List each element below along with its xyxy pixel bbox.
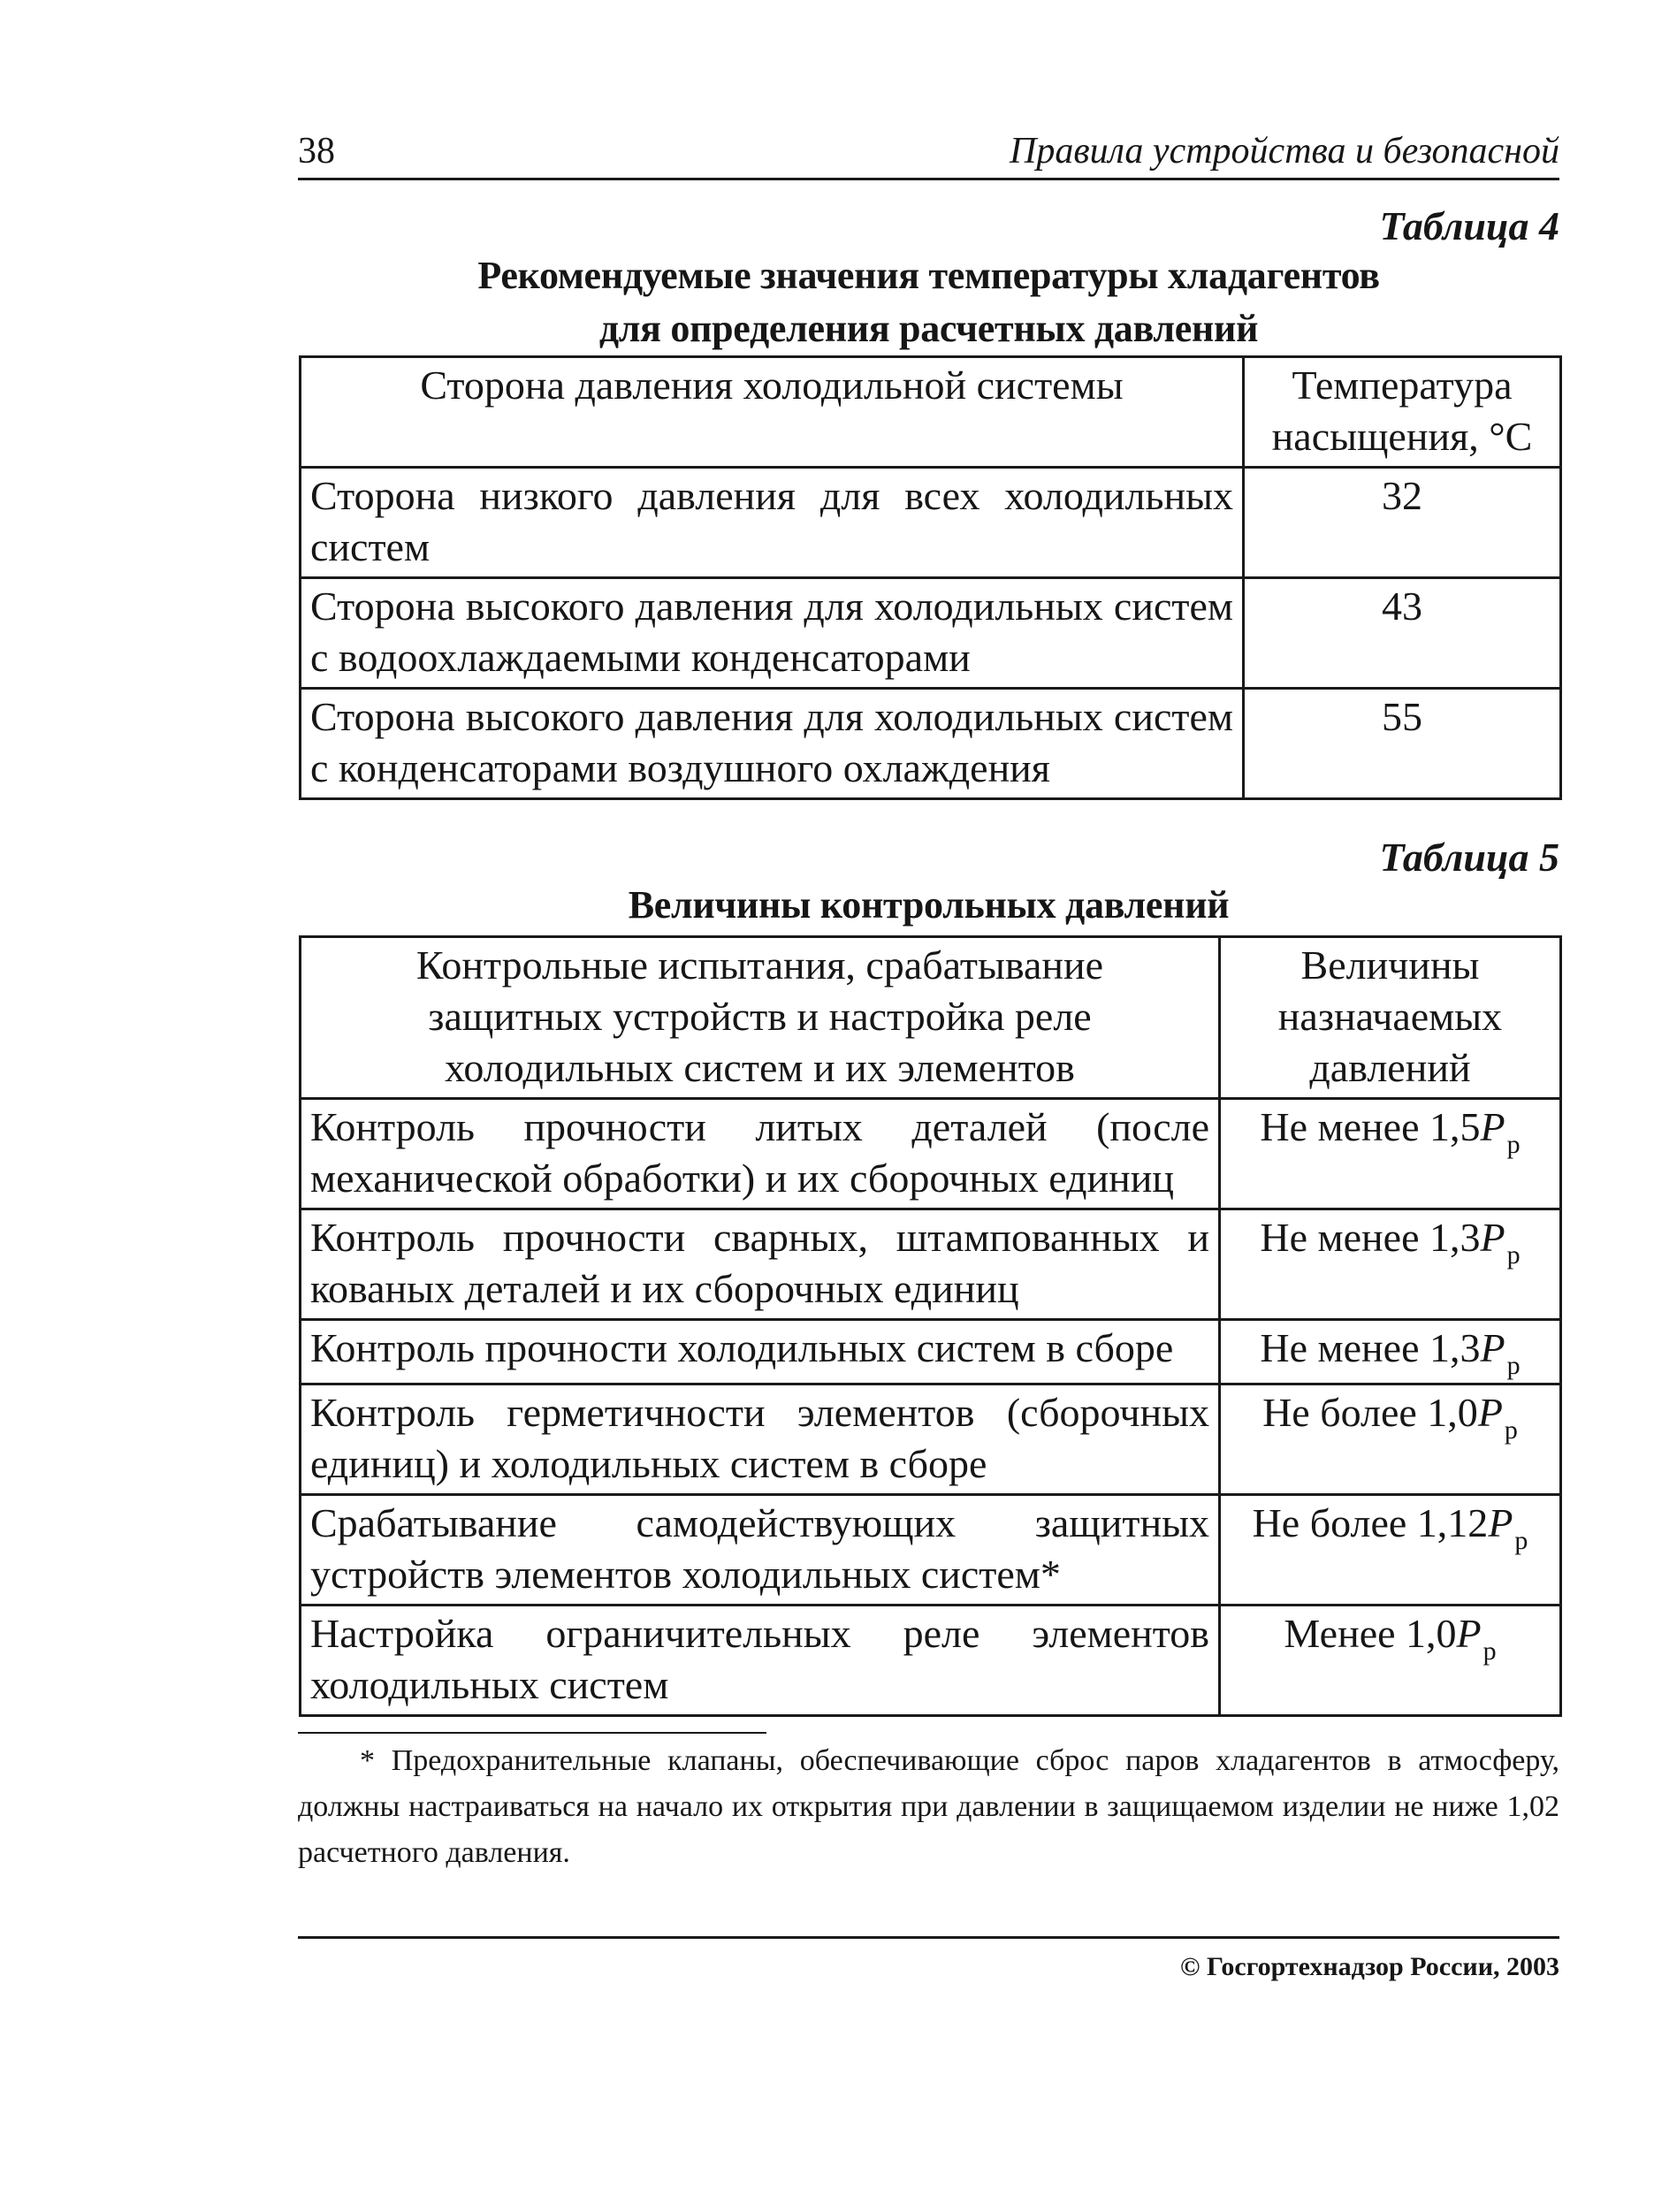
table-row bbox=[301, 689, 1561, 799]
value-prefix: Не более 1,12 bbox=[1252, 1500, 1489, 1545]
table4-side-cell: Сторона высокого давления для холодильных систем с водоохлаждаемыми конденсаторами bbox=[301, 578, 1244, 689]
table-row bbox=[301, 1099, 1561, 1209]
table-row bbox=[301, 1495, 1561, 1606]
table4-label: Таблица 4 bbox=[1379, 203, 1559, 248]
table4-title-line2: для определения расчетных давлений bbox=[598, 307, 1259, 350]
value-prefix: Не менее 1,5 bbox=[1260, 1104, 1481, 1149]
pressure-symbol: P bbox=[1480, 1104, 1505, 1149]
table5-test-cell: Контроль прочности литых деталей (после механической обработки) и их сборочных единиц bbox=[301, 1099, 1220, 1209]
value-prefix: Не менее 1,3 bbox=[1260, 1215, 1481, 1260]
running-header bbox=[298, 128, 1559, 180]
footnote: * Предохранительные клапаны, обеспечивающие сброс паров хладагентов в атмосферу, должны настраиваться на начало их открытия при давлении в защищаемом изделии не ниже 1,02 расчетного давления. bbox=[298, 1744, 1559, 1869]
table5-value-cell bbox=[1220, 1384, 1561, 1495]
table4-title-line1: Рекомендуемые значения температуры хладагентов bbox=[477, 254, 1380, 297]
table4-temp-cell: 55 bbox=[1244, 689, 1561, 799]
table-row bbox=[301, 1606, 1561, 1716]
pressure-subscript: р bbox=[1506, 1351, 1521, 1380]
pressure-subscript: р bbox=[1506, 1240, 1521, 1270]
table-row bbox=[301, 468, 1561, 578]
table5-label: Таблица 5 bbox=[1379, 835, 1559, 880]
table-row bbox=[301, 1384, 1561, 1495]
pressure-subscript: р bbox=[1483, 1636, 1497, 1666]
table5-value-cell bbox=[1220, 1495, 1561, 1606]
table5-col1-header: Контрольные испытания, срабатывание защитных устройств и настройка реле холодильных систем и их элементов bbox=[301, 937, 1220, 1099]
table5-value-cell bbox=[1220, 1209, 1561, 1320]
table-row bbox=[301, 1320, 1561, 1384]
table5 bbox=[299, 935, 1562, 1717]
pressure-subscript: р bbox=[1504, 1415, 1518, 1445]
value-prefix: Менее 1,0 bbox=[1284, 1611, 1457, 1656]
table5-test-cell: Контроль герметичности элементов (сборочных единиц) и холодильных систем в сборе bbox=[301, 1384, 1220, 1495]
page-number: 38 bbox=[298, 131, 335, 172]
table5-col2-header: Величины назначаемых давлений bbox=[1220, 937, 1561, 1099]
table4-temp-cell: 43 bbox=[1244, 578, 1561, 689]
table5-value-cell bbox=[1220, 1099, 1561, 1209]
running-title: Правила устройства и безопасной bbox=[1010, 131, 1559, 172]
footer-divider bbox=[298, 1936, 1559, 1939]
table4-side-cell: Сторона низкого давления для всех холодильных систем bbox=[301, 468, 1244, 578]
table5-value-cell bbox=[1220, 1606, 1561, 1716]
copyright: © Госгортехнадзор России, 2003 bbox=[1180, 1952, 1559, 1981]
pressure-symbol: P bbox=[1488, 1500, 1513, 1545]
table5-test-cell: Контроль прочности сварных, штампованных и кованых деталей и их сборочных единиц bbox=[301, 1209, 1220, 1320]
table5-test-cell: Контроль прочности холодильных систем в сборе bbox=[301, 1320, 1220, 1384]
table4 bbox=[299, 355, 1562, 800]
table4-col2-header: Температура насыщения, °С bbox=[1244, 357, 1561, 468]
table5-test-cell: Срабатывание самодействующих защитных устройств элементов холодильных систем* bbox=[301, 1495, 1220, 1606]
table5-test-cell: Настройка ограничительных реле элементов холодильных систем bbox=[301, 1606, 1220, 1716]
table5-title: Величины контрольных давлений bbox=[628, 883, 1230, 927]
pressure-subscript: р bbox=[1506, 1130, 1521, 1159]
table4-col1-header: Сторона давления холодильной системы bbox=[301, 357, 1244, 468]
pressure-symbol: P bbox=[1477, 1390, 1503, 1435]
table4-side-cell: Сторона высокого давления для холодильных систем с конденсаторами воздушного охлаждения bbox=[301, 689, 1244, 799]
value-prefix: Не более 1,0 bbox=[1262, 1390, 1478, 1435]
pressure-symbol: P bbox=[1480, 1215, 1505, 1260]
pressure-subscript: р bbox=[1514, 1526, 1528, 1555]
table-row bbox=[301, 1209, 1561, 1320]
table5-header-row bbox=[301, 937, 1561, 1099]
value-prefix: Не менее 1,3 bbox=[1260, 1325, 1481, 1370]
table-row bbox=[301, 578, 1561, 689]
pressure-symbol: P bbox=[1480, 1325, 1505, 1370]
table4-temp-cell: 32 bbox=[1244, 468, 1561, 578]
table4-header-row bbox=[301, 357, 1561, 468]
pressure-symbol: P bbox=[1456, 1611, 1482, 1656]
table5-value-cell bbox=[1220, 1320, 1561, 1384]
footnote-divider bbox=[298, 1732, 766, 1734]
table4-title bbox=[298, 249, 1559, 355]
